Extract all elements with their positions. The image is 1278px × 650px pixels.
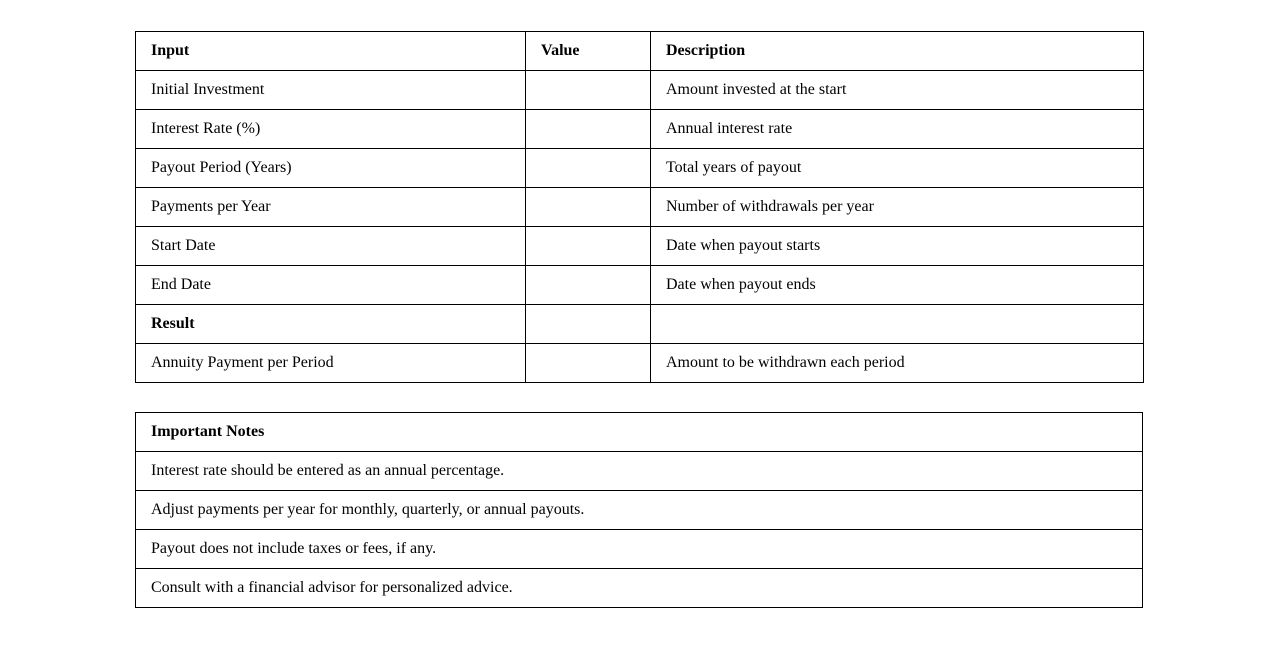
description-cell: Total years of payout (651, 149, 1144, 188)
description-cell: Amount to be withdrawn each period (651, 344, 1144, 383)
description-column-header: Description (651, 32, 1144, 71)
value-cell[interactable] (526, 344, 651, 383)
value-cell[interactable] (526, 305, 651, 344)
input-table (135, 31, 1144, 383)
table-row (136, 305, 1144, 344)
input-label-cell: Payments per Year (136, 188, 526, 227)
input-label-cell: Result (136, 305, 526, 344)
input-label-cell: Interest Rate (%) (136, 110, 526, 149)
note-cell: Adjust payments per year for monthly, quarterly, or annual payouts. (136, 491, 1143, 530)
note-row (136, 569, 1143, 608)
table-row (136, 71, 1144, 110)
note-cell: Consult with a financial advisor for personalized advice. (136, 569, 1143, 608)
value-cell[interactable] (526, 71, 651, 110)
notes-table (135, 412, 1143, 608)
value-cell[interactable] (526, 110, 651, 149)
note-row (136, 530, 1143, 569)
value-cell[interactable] (526, 266, 651, 305)
note-row (136, 452, 1143, 491)
value-cell[interactable] (526, 227, 651, 266)
value-cell[interactable] (526, 188, 651, 227)
table-row (136, 344, 1144, 383)
input-column-header: Input (136, 32, 526, 71)
input-label-cell: Initial Investment (136, 71, 526, 110)
description-cell: Amount invested at the start (651, 71, 1144, 110)
table-row (136, 149, 1144, 188)
description-cell: Date when payout starts (651, 227, 1144, 266)
table-row (136, 188, 1144, 227)
description-cell: Annual interest rate (651, 110, 1144, 149)
description-cell: Date when payout ends (651, 266, 1144, 305)
description-cell: Number of withdrawals per year (651, 188, 1144, 227)
table-row (136, 110, 1144, 149)
table-row (136, 266, 1144, 305)
input-table-header-row (136, 32, 1144, 71)
value-cell[interactable] (526, 149, 651, 188)
input-label-cell: Start Date (136, 227, 526, 266)
input-label-cell: Payout Period (Years) (136, 149, 526, 188)
input-label-cell: End Date (136, 266, 526, 305)
table-row (136, 227, 1144, 266)
note-cell: Payout does not include taxes or fees, if any. (136, 530, 1143, 569)
note-cell: Interest rate should be entered as an annual percentage. (136, 452, 1143, 491)
description-cell (651, 305, 1144, 344)
note-row (136, 491, 1143, 530)
input-label-cell: Annuity Payment per Period (136, 344, 526, 383)
notes-header: Important Notes (136, 413, 1143, 452)
notes-header-row (136, 413, 1143, 452)
value-column-header: Value (526, 32, 651, 71)
